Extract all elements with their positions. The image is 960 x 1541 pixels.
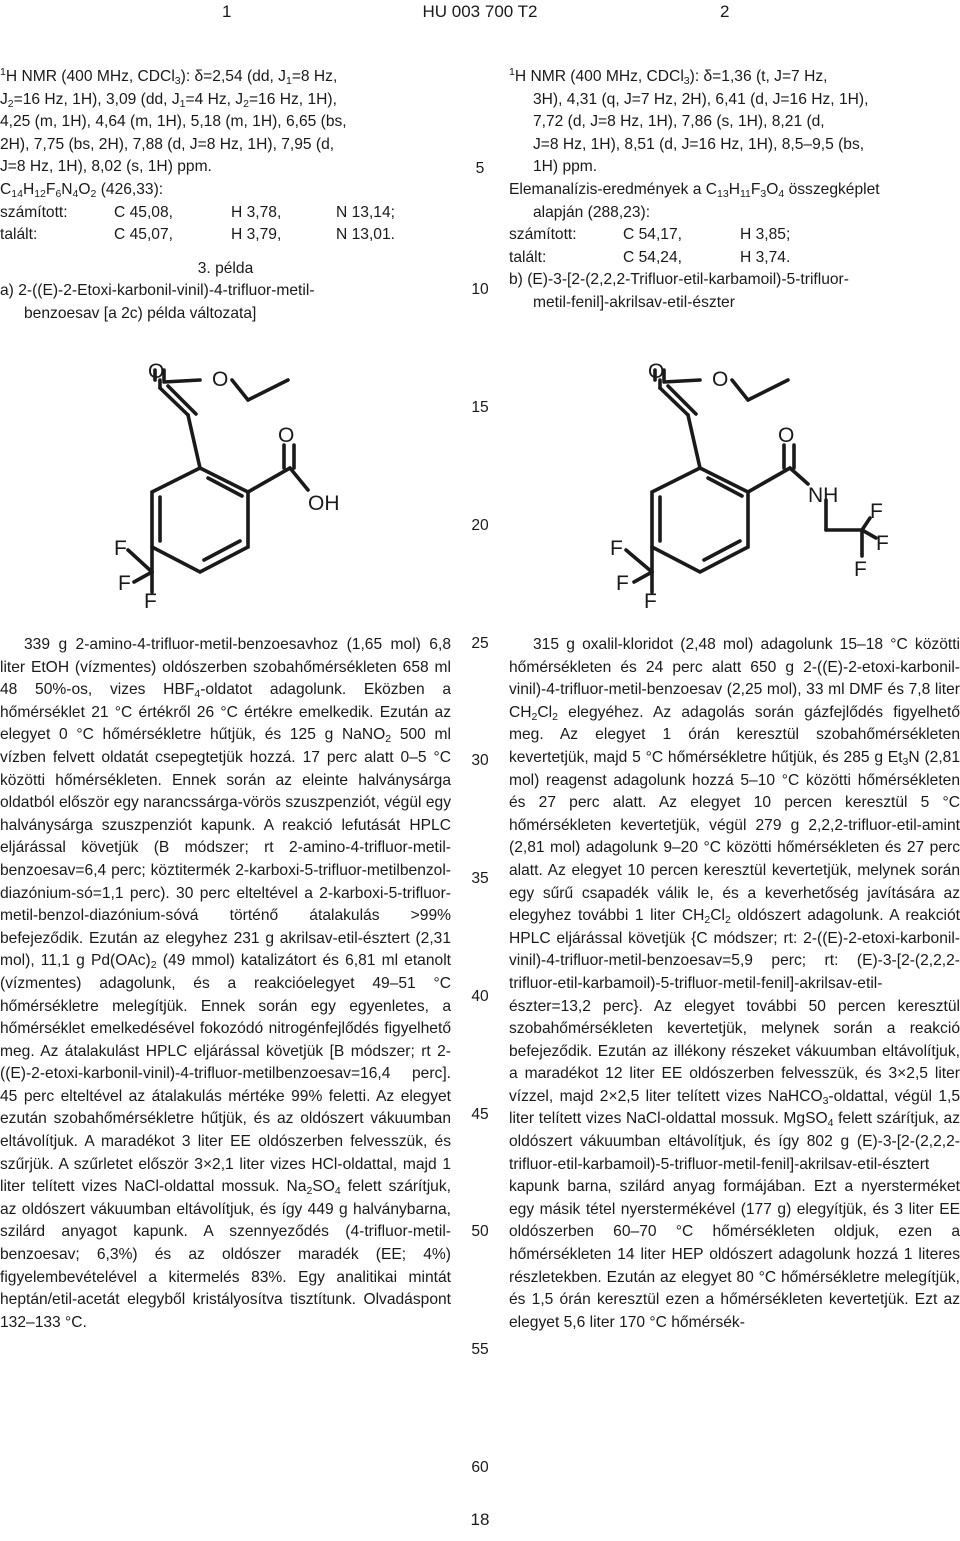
right-top-block [509, 66, 960, 315]
right-body-paragraph: 315 g oxalil-kloridot (2,48 mol) adagolunk 15–18 °C közötti hőmérsékleten és 24 perc alatt 650 g 2-((E)-2-etoxi-karbonil-vinil)-4-trifluor-metil-benzoesav (2,25 mol), 33 ml DMF és 7,8 liter $CH_2Cl_2$ elegyéhez. Az adagolás során gázfejlődés figyelhető meg. Az elegyet 1 órán keresztül szobahőmérsékleten kevertetjük, majd 5 °C hőmérsékletre hűtjük, és 285 g $Et_3N$ (2,81 mol) reagenst adagolunk hozzá 5–10 °C közötti hőmérsékleten és 27 perc alatt. Az elegyet 10 percen keresztül 5 °C hőmérsékleten kevertetjük, végül 279 g 2,2,2-trifluor-etil-amint (2,81 mol) adagolunk 9–20 °C közötti hőmérsékleten és 27 perc alatt. Az elegyet 10 percen keresztül kevertetjük, melynek során egy sűrű csapadék válik le, és a keverhetőség javítására az elegyhez további 1 liter $CH_2Cl_2$ oldószert adagolunk. A reakciót HPLC eljárással követjük {C módszer; rt: 2-((E)-2-etoxi-karbonil-vinil)-4-trifluor-metil-benzoesav=5,9 perc; rt: (E)-3-[2-(2,2,2-trifluor-etil-karbamoil)-5-trifluor-metil-fenil]-akrilsav-etil-észter=13,2 perc}. Az elegyet további 50 percen keresztül szobahőmérsékleten kevertetjük, melynek során a reakció befejeződik. Ezután az illékony részeket vákuumban eltávolítjuk, a maradékot 12 liter EE oldószerben felvesszük, és 3×2,5 liter vízzel, majd 2×2,5 liter telített vizes NaHCO$_3$-oldattal, végül 1,5 liter telített vizes NaCl-oldattal mossuk. MgSO$_4$ felett szárítjuk, az oldószert vákuumban eltávolítjuk, és így 802 g (E)-3-[2-(2,2,2-trifluor-etil-karbamoil)-5-trifluor-metil-fenil]-akrilsav-etil-észtert kapunk barna, szilárd anyag formájában. Ezt a nyersterméket egy másik tétel nyerstermékével (177 g) elegyítjük, és 3 liter EE oldószerben 60–70 °C hőmérsékleten oldjuk, ezen a hőmérsékleten 14 liter HEP oldószert adagolunk hozzá 1 literes részletekben. Ezután az elegyet 80 °C hőmérsékletre melegítjük, és 1,5 órán keresztül ezen a hőmérsékleten kevertetjük. Ezt az elegyet 5,6 liter 170 °C hőmérsék- [509, 636, 960, 1331]
nmr-left-line2: =16 Hz, 1H), 3,09 (dd, J [13, 90, 180, 108]
nmr-right-text-2: ): δ=1,36 (t, J=7 Hz, [689, 68, 828, 85]
line-number: 5 [475, 160, 485, 177]
structure-left-benzoic-acid [100, 350, 400, 610]
found-row-right: talált: C 54,24, H 3,74. [509, 248, 791, 266]
subscript: 1 [285, 75, 292, 87]
atom-label-o: O [712, 368, 729, 391]
formula-left: $C_{14}H_{12}F_6N_4O_2$ (426,33): [0, 180, 164, 200]
example-b-line1: b) (E)-3-[2-(2,2,2-Trifluor-etil-karbamoil)-5-trifluor- [509, 271, 849, 289]
superscript: 1 [0, 66, 6, 78]
subscript: 3 [683, 75, 690, 87]
atom-label-o: O [648, 360, 665, 383]
subscript: 2 [243, 97, 249, 110]
nmr-left-line4: 2H), 7,75 (bs, 2H), 7,88 (d, J=8 Hz, 1H), 7,95 (d, [0, 135, 335, 153]
atom-label-f: F [610, 537, 623, 560]
nmr-left-text-2: ): δ=2,54 (dd, J [180, 68, 286, 85]
nmr-right-line4: J=8 Hz, 1H), 8,51 (d, J=16 Hz, 1H), 8,5–9,5 (bs, [533, 135, 865, 153]
elem-analysis-right: Elemanalízis-eredmények a $C_{13}H_{11}F_3O_4$ összegképlet [509, 180, 880, 200]
structure-right-amide-ester [590, 350, 910, 610]
header-right-page-number: 2 [720, 2, 730, 21]
atom-label-o: O [212, 368, 229, 391]
line-number: 40 [471, 988, 489, 1005]
nmr-right-line3: 7,72 (d, J=8 Hz, 1H), 7,86 (s, 1H), 8,21 (d, [533, 113, 825, 131]
calc-row-left: számított: C 45,08, H 3,78, N 13,14; [0, 203, 395, 221]
atom-label-f: F [616, 572, 629, 595]
line-number: 15 [471, 399, 489, 416]
nmr-right-text: H NMR (400 MHz, CDCl [514, 68, 684, 85]
example-b-line2: metil-fenil]-akrilsav-etil-észter [533, 293, 735, 311]
left-top-block: $^1$H NMR (400 MHz, CDCl$_3$): δ=2,54 (dd, $J_1=8$ Hz, $J_2=16$ Hz, 1H), 3,09 (dd, $J_1=4$ Hz, $J_2=16$ Hz, 1H), 4,25 (m, 1H), 4,64 (m, 1H), 5,18 (m, 1H), 6,65 (bs, 2H), 7,75 (bs, 2H), 7,88 (d, J=8 Hz, 1H), 7,95 (d, J=8 Hz, 1H), 8,02 (s, 1H) ppm. $C_{14}H_{12}F_6N_4O_2$ (426,33): számított: C 45,08, H 3,78, N 13,14; talált: C 45,07, H 3,79, N 13,01. 3. példa a) 2-((E)-2-Etoxi-karbonil-vinil)-4-trifluor-metil- benzoesav [a 2c) példa változata] [0, 66, 451, 326]
atom-label-o: O [278, 424, 295, 447]
nmr-left-line5: J=8 Hz, 1H), 8,02 (s, 1H) ppm. [0, 158, 212, 176]
line-number: 55 [471, 1341, 489, 1358]
atom-label-o: O [778, 424, 795, 447]
atom-label-f: F [114, 537, 127, 560]
line-number: 10 [471, 281, 489, 298]
subscript: 1 [179, 97, 186, 110]
example-a-line1: a) 2-((E)-2-Etoxi-karbonil-vinil)-4-trifluor-metil- [0, 282, 315, 300]
atom-label-f: F [870, 500, 883, 523]
atom-label-oh: OH [308, 492, 340, 515]
example-a-line2: benzoesav [a 2c) példa változata] [24, 304, 257, 322]
subscript: 3 [174, 75, 181, 87]
atom-label-f: F [876, 532, 889, 555]
calc-row-right: számított: C 54,17, H 3,85; [509, 226, 791, 244]
atom-label-f: F [644, 590, 657, 610]
atom-label-f: F [118, 572, 131, 595]
footer-page-number: 18 [470, 1510, 490, 1529]
nmr-left-line3: 4,25 (m, 1H), 4,64 (m, 1H), 5,18 (m, 1H), 6,65 (bs, [0, 113, 347, 131]
atom-label-o: O [148, 360, 165, 383]
line-number: 25 [471, 635, 489, 652]
subscript: 2 [7, 97, 14, 110]
header-patent-number: HU 003 700 T2 [422, 2, 538, 21]
left-body-paragraph: 339 g 2-amino-4-trifluor-metil-benzoesavhoz (1,65 mol) 6,8 liter EtOH (vízmentes) oldószerben szobahőmérsékleten 658 ml 48 50%-os, vizes $HBF_4$-oldatot adagolunk. Eközben a hőmérséklet 21 °C értékről 26 °C értékre emelkedik. Ezután az elegyet 0 °C hőmérsékletre hűtjük, és 125 g NaNO$_2$ 500 ml vízben felvett oldatát csepegtetjük hozzá. 17 perc alatt 0–5 °C közötti hőmérsékleten. Ennek során az eleinte halványsárga oldatból először egy narancssárga-vörös szuszpenziót, végül egy halványsárga szuszpenziót kapunk. A reakció lefutását HPLC eljárással követjük (B módszer; rt 2-amino-4-trifluor-metil-benzoesav=6,4 perc; köztitermék 2-karboxi-5-trifluor-metilbenzol-diazónium-só=1,1 perc). 30 perc elteltével a 2-karboxi-5-trifluor-metil-benzol-diazónium-sóvá történő átalakulás >99% befejeződik. Ezután az elegyhez 231 g akrilsav-etil-észtert (2,31 mol), 11,1 g $Pd(OAc)_2$ (49 mmol) katalizátort és 6,81 ml etanolt (vízmentes) adagolunk, és a reakcióelegyet 49–51 °C hőmérsékletre melegítjük. Ennek során egy egyenletes, a hőmérséklet emelkedésével fokozódó nitrogénfejlődés figyelhető meg. Az átalakulást HPLC eljárással követjük [B módszer; rt 2-((E)-2-etoxi-karbonil-vinil)-4-trifluor-metilbenzoesav=16,4 perc]. 45 perc elteltével az átalakulás mértéke 99% feletti. Az elegyet ezután szobahőmérsékletre hűtjük, és az oldószert vákuumban eltávolítjuk. A maradékot 3 liter EE oldószerben felvesszük, és szűrjük. A szűrletet először 3×2,1 liter vizes HCl-oldattal, majd 1 liter telített vizes NaCl-oldattal mossuk. $Na_2SO_4$ felett szárítjuk, az oldószert vákuumban eltávolítjuk, és így 449 g halványbarna, szilárd anyagot kapunk. A szennyeződés (4-trifluor-metil-benzoesav; 6,3%) és az oldószer maradék (EE; 4%) figyelembevételével a kitermelés 83%. Egy analitikai mintát heptán/etil-acetát elegyből kristályosítva tisztítunk. Olvadáspont 132–133 °C. [0, 636, 451, 1331]
example-title: 3. példa [197, 259, 254, 277]
nmr-right-line5: 1H) ppm. [533, 158, 598, 176]
line-number: 30 [471, 752, 489, 769]
nmr-right-line2: 3H), 4,31 (q, J=7 Hz, 2H), 6,41 (d, J=16 Hz, 1H), [533, 90, 869, 108]
elem-analysis-right-line2: alapján (288,23): [533, 203, 651, 221]
found-row-left: talált: C 45,07, H 3,79, N 13,01. [0, 226, 395, 244]
superscript: 1 [509, 66, 515, 78]
line-number: 35 [471, 870, 489, 887]
benzene-ring [652, 468, 748, 572]
atom-label-f: F [854, 558, 867, 581]
line-number: 45 [471, 1106, 489, 1123]
line-number: 20 [471, 517, 489, 534]
line-number: 50 [471, 1223, 489, 1240]
atom-label-f: F [144, 590, 157, 610]
atom-label-nh: NH [808, 484, 839, 507]
header-left-page-number: 1 [222, 2, 232, 21]
nmr-left-text: H NMR (400 MHz, CDCl [5, 68, 175, 85]
benzene-ring [152, 468, 248, 572]
line-number: 60 [471, 1459, 489, 1476]
